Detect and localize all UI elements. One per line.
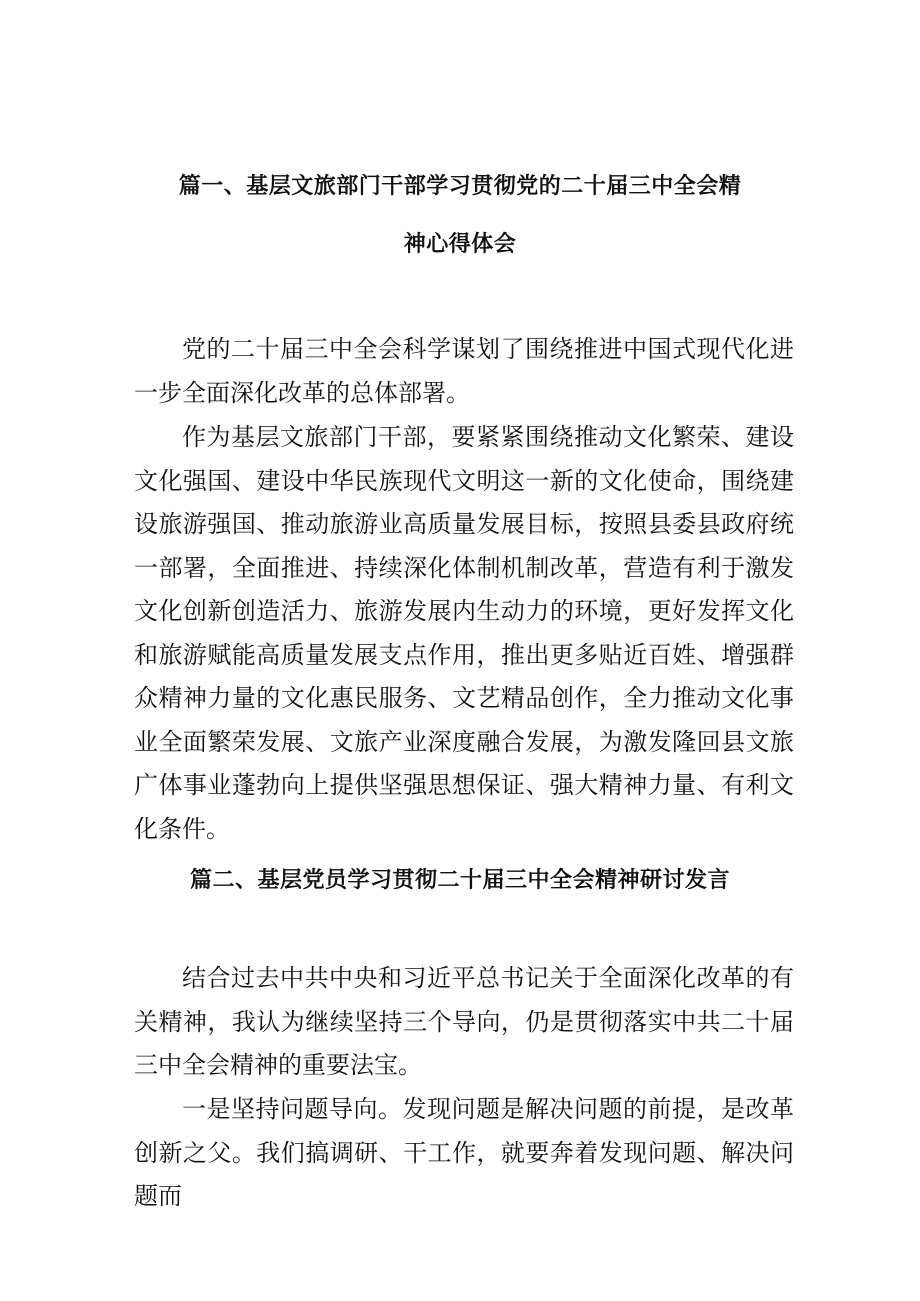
section1-title-line1: 篇一、基层文旅部门干部学习贯彻党的二十届三中全会精 (178, 174, 742, 199)
section2-paragraph-2: 一是坚持问题导向。发现问题是解决问题的前提，是改革创新之父。我们搞调研、干工作，就要奔着发现问题、解决问题而 (134, 1095, 794, 1210)
section1-paragraph-1: 党的二十届三中全会科学谋划了围绕推进中国式现代化进一步全面深化改革的总体部署。 (134, 335, 794, 407)
section2-title: 篇二、基层党员学习贯彻二十届三中全会精神研讨发言 (189, 868, 730, 893)
section1-paragraph-2: 作为基层文旅部门干部，要紧紧围绕推动文化繁荣、建设文化强国、建设中华民族现代文明这一新的文化使命，围绕建设旅游强国、推动旅游业高质量发展目标，按照县委县政府统一部署，全面推进、持续深化体制机制改革，营造有利于激发文化创新创造活力、旅游发展内生动力的环境，更好发挥文化和旅游赋能高质量发展支点作用，推出更多贴近百姓、增强群众精神力量的文化惠民服务、文艺精品创作，全力推动文化事业全面繁荣发展、文旅产业深度融合发展，为激发隆回县文旅广体事业蓬勃向上提供坚强思想保证、强大精神力量、有利文化条件。 (134, 423, 794, 843)
section2-paragraph-1: 结合过去中共中央和习近平总书记关于全面深化改革的有关精神，我认为继续坚持三个导向，仍是贯彻落实中共二十届三中全会精神的重要法宝。 (134, 964, 794, 1079)
section1-title-line2: 神心得体会 (403, 232, 517, 257)
